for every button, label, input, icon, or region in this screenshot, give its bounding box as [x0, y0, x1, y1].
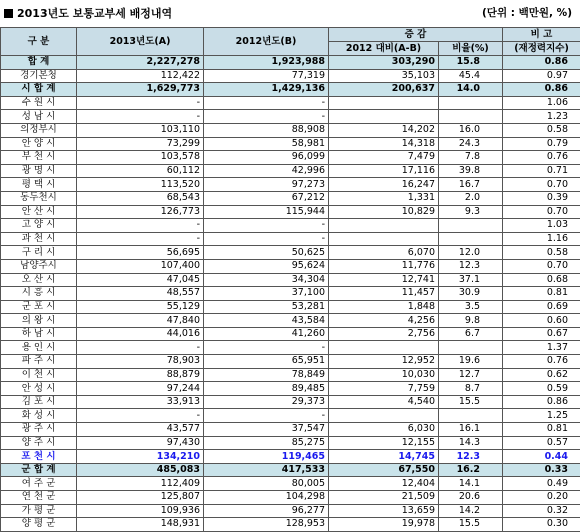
value-2013-cell: 148,931 [77, 518, 204, 532]
diff-cell: 21,509 [329, 491, 439, 505]
ratio-cell: 15.5 [439, 518, 503, 532]
index-cell: 0.30 [503, 518, 580, 532]
table-row [1, 436, 580, 450]
index-cell: 1.37 [503, 341, 580, 355]
ratio-cell: 12.0 [439, 246, 503, 260]
value-2013-cell: 109,936 [77, 504, 204, 518]
value-2012-cell: 85,275 [204, 436, 329, 450]
ratio-cell: 16.0 [439, 123, 503, 137]
diff-cell [329, 409, 439, 423]
index-cell: 0.86 [503, 56, 580, 70]
ratio-cell: 15.8 [439, 56, 503, 70]
table-row [1, 232, 580, 246]
index-cell: 0.33 [503, 463, 580, 477]
value-2013-cell: 73,299 [77, 137, 204, 151]
diff-cell: 11,457 [329, 287, 439, 301]
ratio-cell [439, 409, 503, 423]
index-cell: 0.32 [503, 504, 580, 518]
table-row [1, 477, 580, 491]
value-2012-cell: - [204, 409, 329, 423]
ratio-cell: 14.1 [439, 477, 503, 491]
index-cell: 0.81 [503, 287, 580, 301]
value-2012-cell: 128,953 [204, 518, 329, 532]
value-2013-cell: 485,083 [77, 463, 204, 477]
index-cell: 0.69 [503, 300, 580, 314]
table-row [1, 56, 580, 70]
header-change: 증 감 [329, 28, 503, 42]
table-row [1, 314, 580, 328]
diff-cell: 14,318 [329, 137, 439, 151]
value-2013-cell: - [77, 110, 204, 124]
title-bar [0, 0, 580, 30]
value-2012-cell: 65,951 [204, 355, 329, 369]
value-2012-cell: - [204, 219, 329, 233]
table-row [1, 300, 580, 314]
value-2013-cell: - [77, 219, 204, 233]
diff-cell [329, 110, 439, 124]
diff-cell: 17,116 [329, 164, 439, 178]
row-name-cell: 의 왕 시 [1, 314, 77, 328]
ratio-cell: 16.7 [439, 178, 503, 192]
diff-cell: 1,848 [329, 300, 439, 314]
value-2013-cell: - [77, 341, 204, 355]
value-2013-cell: 112,409 [77, 477, 204, 491]
square-bullet-icon [4, 9, 13, 18]
diff-cell [329, 232, 439, 246]
index-cell: 0.97 [503, 69, 580, 83]
diff-cell: 200,637 [329, 83, 439, 97]
index-cell: 1.03 [503, 219, 580, 233]
diff-cell: 4,540 [329, 395, 439, 409]
ratio-cell: 39.8 [439, 164, 503, 178]
index-cell: 0.70 [503, 259, 580, 273]
table-row [1, 287, 580, 301]
ratio-cell: 14.0 [439, 83, 503, 97]
table-row [1, 137, 580, 151]
index-cell: 0.70 [503, 178, 580, 192]
row-name-cell: 의정부시 [1, 123, 77, 137]
value-2013-cell: 44,016 [77, 327, 204, 341]
ratio-cell: 2.0 [439, 191, 503, 205]
row-name-cell: 과 천 시 [1, 232, 77, 246]
value-2012-cell: 115,944 [204, 205, 329, 219]
ratio-cell: 16.2 [439, 463, 503, 477]
value-2012-cell: 119,465 [204, 450, 329, 464]
value-2013-cell: 47,045 [77, 273, 204, 287]
row-name-cell: 안 양 시 [1, 137, 77, 151]
value-2012-cell: 58,981 [204, 137, 329, 151]
ratio-cell [439, 110, 503, 124]
table-row [1, 327, 580, 341]
ratio-cell: 3.5 [439, 300, 503, 314]
row-name-cell: 고 양 시 [1, 219, 77, 233]
value-2013-cell: 126,773 [77, 205, 204, 219]
header-change-amount: 2012 대비(A-B) [329, 42, 439, 56]
header-note: 비 고 [503, 28, 580, 42]
index-cell: 0.86 [503, 83, 580, 97]
row-name-cell: 하 남 시 [1, 327, 77, 341]
diff-cell: 10,829 [329, 205, 439, 219]
row-name-cell: 화 성 시 [1, 409, 77, 423]
table-row [1, 96, 580, 110]
index-cell: 1.16 [503, 232, 580, 246]
ratio-cell: 7.8 [439, 151, 503, 165]
header-note-index: (재정력지수) [503, 42, 580, 56]
index-cell: 0.79 [503, 137, 580, 151]
table-row [1, 491, 580, 505]
index-cell: 0.44 [503, 450, 580, 464]
ratio-cell: 12.3 [439, 450, 503, 464]
diff-cell: 35,103 [329, 69, 439, 83]
value-2012-cell: 37,547 [204, 423, 329, 437]
value-2013-cell: 68,543 [77, 191, 204, 205]
ratio-cell: 9.8 [439, 314, 503, 328]
row-name-cell: 군 합 계 [1, 463, 77, 477]
diff-cell: 12,741 [329, 273, 439, 287]
value-2012-cell: 1,923,988 [204, 56, 329, 70]
ratio-cell [439, 232, 503, 246]
diff-cell: 303,290 [329, 56, 439, 70]
row-name-cell: 광 명 시 [1, 164, 77, 178]
value-2013-cell: 125,807 [77, 491, 204, 505]
index-cell: 0.67 [503, 327, 580, 341]
row-name-cell: 안 산 시 [1, 205, 77, 219]
value-2012-cell: - [204, 110, 329, 124]
index-cell: 0.76 [503, 355, 580, 369]
row-name-cell: 여 주 군 [1, 477, 77, 491]
value-2013-cell: 60,112 [77, 164, 204, 178]
value-2012-cell: 41,260 [204, 327, 329, 341]
ratio-cell: 14.2 [439, 504, 503, 518]
diff-cell: 4,256 [329, 314, 439, 328]
diff-cell [329, 96, 439, 110]
row-name-cell: 군 포 시 [1, 300, 77, 314]
ratio-cell: 16.1 [439, 423, 503, 437]
index-cell: 0.49 [503, 477, 580, 491]
value-2012-cell: 1,429,136 [204, 83, 329, 97]
ratio-cell [439, 219, 503, 233]
table-row [1, 518, 580, 532]
table-row [1, 164, 580, 178]
table-row [1, 395, 580, 409]
value-2012-cell: 88,908 [204, 123, 329, 137]
row-name-cell: 성 남 시 [1, 110, 77, 124]
table-body [1, 56, 580, 532]
table-row [1, 273, 580, 287]
table-row [1, 151, 580, 165]
allocation-table [0, 27, 580, 532]
table-row [1, 69, 580, 83]
value-2012-cell: 104,298 [204, 491, 329, 505]
value-2012-cell: 34,304 [204, 273, 329, 287]
value-2013-cell: 88,879 [77, 368, 204, 382]
ratio-cell: 37.1 [439, 273, 503, 287]
index-cell: 0.71 [503, 164, 580, 178]
table-row [1, 382, 580, 396]
value-2012-cell: - [204, 96, 329, 110]
table-row [1, 246, 580, 260]
table-row [1, 423, 580, 437]
ratio-cell: 9.3 [439, 205, 503, 219]
diff-cell: 2,756 [329, 327, 439, 341]
ratio-cell [439, 96, 503, 110]
index-cell: 0.58 [503, 123, 580, 137]
diff-cell: 19,978 [329, 518, 439, 532]
value-2012-cell: 67,212 [204, 191, 329, 205]
ratio-cell: 12.7 [439, 368, 503, 382]
value-2012-cell: 96,277 [204, 504, 329, 518]
table-row [1, 110, 580, 124]
row-name-cell: 경기본청 [1, 69, 77, 83]
value-2013-cell: 55,129 [77, 300, 204, 314]
value-2012-cell: 96,099 [204, 151, 329, 165]
table-row [1, 123, 580, 137]
diff-cell: 12,952 [329, 355, 439, 369]
ratio-cell: 20.6 [439, 491, 503, 505]
unit-label: (단위 : 백만원, %) [482, 5, 572, 20]
index-cell: 0.57 [503, 436, 580, 450]
diff-cell: 6,070 [329, 246, 439, 260]
index-cell: 0.62 [503, 368, 580, 382]
table-row [1, 219, 580, 233]
row-name-cell: 구 리 시 [1, 246, 77, 260]
value-2013-cell: 33,913 [77, 395, 204, 409]
page-title: 2013년도 보통교부세 배정내역 [17, 5, 172, 21]
row-name-cell: 동두천시 [1, 191, 77, 205]
value-2013-cell: 43,577 [77, 423, 204, 437]
index-cell: 0.20 [503, 491, 580, 505]
table-row [1, 504, 580, 518]
row-name-cell: 광 주 시 [1, 423, 77, 437]
row-name-cell: 안 성 시 [1, 382, 77, 396]
value-2013-cell: 112,422 [77, 69, 204, 83]
table-row [1, 409, 580, 423]
table-row [1, 450, 580, 464]
row-name-cell: 가 평 군 [1, 504, 77, 518]
ratio-cell: 15.5 [439, 395, 503, 409]
diff-cell [329, 219, 439, 233]
row-name-cell: 시 합 계 [1, 83, 77, 97]
header-2012: 2012년도(B) [204, 28, 329, 56]
ratio-cell: 19.6 [439, 355, 503, 369]
index-cell: 0.81 [503, 423, 580, 437]
index-cell: 0.86 [503, 395, 580, 409]
value-2012-cell: 77,319 [204, 69, 329, 83]
table-row [1, 259, 580, 273]
value-2012-cell: 42,996 [204, 164, 329, 178]
ratio-cell: 24.3 [439, 137, 503, 151]
diff-cell: 12,155 [329, 436, 439, 450]
diff-cell: 67,550 [329, 463, 439, 477]
value-2013-cell: - [77, 409, 204, 423]
diff-cell: 14,202 [329, 123, 439, 137]
index-cell: 0.60 [503, 314, 580, 328]
value-2013-cell: 103,110 [77, 123, 204, 137]
value-2012-cell: 80,005 [204, 477, 329, 491]
value-2012-cell: - [204, 232, 329, 246]
index-cell: 1.25 [503, 409, 580, 423]
value-2012-cell: 37,100 [204, 287, 329, 301]
header-2013: 2013년도(A) [77, 28, 204, 56]
diff-cell [329, 341, 439, 355]
ratio-cell [439, 341, 503, 355]
row-name-cell: 부 천 시 [1, 151, 77, 165]
diff-cell: 16,247 [329, 178, 439, 192]
index-cell: 0.68 [503, 273, 580, 287]
row-name-cell: 연 천 군 [1, 491, 77, 505]
row-name-cell: 오 산 시 [1, 273, 77, 287]
index-cell: 0.59 [503, 382, 580, 396]
value-2013-cell: - [77, 96, 204, 110]
diff-cell: 14,745 [329, 450, 439, 464]
ratio-cell: 12.3 [439, 259, 503, 273]
index-cell: 0.58 [503, 246, 580, 260]
diff-cell: 6,030 [329, 423, 439, 437]
table-row [1, 463, 580, 477]
value-2013-cell: 2,227,278 [77, 56, 204, 70]
value-2012-cell: 97,273 [204, 178, 329, 192]
value-2012-cell: - [204, 341, 329, 355]
index-cell: 0.39 [503, 191, 580, 205]
value-2013-cell: 134,210 [77, 450, 204, 464]
table-row [1, 368, 580, 382]
row-name-cell: 양 주 시 [1, 436, 77, 450]
row-name-cell: 용 인 시 [1, 341, 77, 355]
ratio-cell: 6.7 [439, 327, 503, 341]
row-name-cell: 남양주시 [1, 259, 77, 273]
diff-cell: 7,479 [329, 151, 439, 165]
table-row [1, 191, 580, 205]
value-2013-cell: 113,520 [77, 178, 204, 192]
table-row [1, 178, 580, 192]
header-category: 구 분 [1, 28, 77, 56]
row-name-cell: 이 천 시 [1, 368, 77, 382]
row-name-cell: 시 흥 시 [1, 287, 77, 301]
ratio-cell: 14.3 [439, 436, 503, 450]
diff-cell: 10,030 [329, 368, 439, 382]
table-row [1, 355, 580, 369]
index-cell: 0.76 [503, 151, 580, 165]
row-name-cell: 수 원 시 [1, 96, 77, 110]
header-change-ratio: 비율(%) [439, 42, 503, 56]
value-2012-cell: 29,373 [204, 395, 329, 409]
index-cell: 1.06 [503, 96, 580, 110]
value-2012-cell: 417,533 [204, 463, 329, 477]
ratio-cell: 8.7 [439, 382, 503, 396]
row-name-cell: 합 계 [1, 56, 77, 70]
row-name-cell: 김 포 시 [1, 395, 77, 409]
value-2012-cell: 50,625 [204, 246, 329, 260]
diff-cell: 12,404 [329, 477, 439, 491]
row-name-cell: 양 평 군 [1, 518, 77, 532]
value-2013-cell: 1,629,773 [77, 83, 204, 97]
value-2013-cell: 56,695 [77, 246, 204, 260]
value-2012-cell: 78,849 [204, 368, 329, 382]
value-2013-cell: 97,430 [77, 436, 204, 450]
value-2013-cell: 47,840 [77, 314, 204, 328]
value-2012-cell: 95,624 [204, 259, 329, 273]
value-2013-cell: - [77, 232, 204, 246]
row-name-cell: 파 주 시 [1, 355, 77, 369]
diff-cell: 7,759 [329, 382, 439, 396]
value-2012-cell: 43,584 [204, 314, 329, 328]
table-row [1, 205, 580, 219]
index-cell: 1.23 [503, 110, 580, 124]
value-2012-cell: 53,281 [204, 300, 329, 314]
value-2013-cell: 97,244 [77, 382, 204, 396]
table-row [1, 83, 580, 97]
value-2013-cell: 78,903 [77, 355, 204, 369]
value-2013-cell: 48,557 [77, 287, 204, 301]
diff-cell: 1,331 [329, 191, 439, 205]
index-cell: 0.70 [503, 205, 580, 219]
value-2012-cell: 89,485 [204, 382, 329, 396]
table-row [1, 341, 580, 355]
row-name-cell: 평 택 시 [1, 178, 77, 192]
diff-cell: 11,776 [329, 259, 439, 273]
value-2013-cell: 103,578 [77, 151, 204, 165]
row-name-cell: 포 천 시 [1, 450, 77, 464]
ratio-cell: 30.9 [439, 287, 503, 301]
ratio-cell: 45.4 [439, 69, 503, 83]
value-2013-cell: 107,400 [77, 259, 204, 273]
diff-cell: 13,659 [329, 504, 439, 518]
